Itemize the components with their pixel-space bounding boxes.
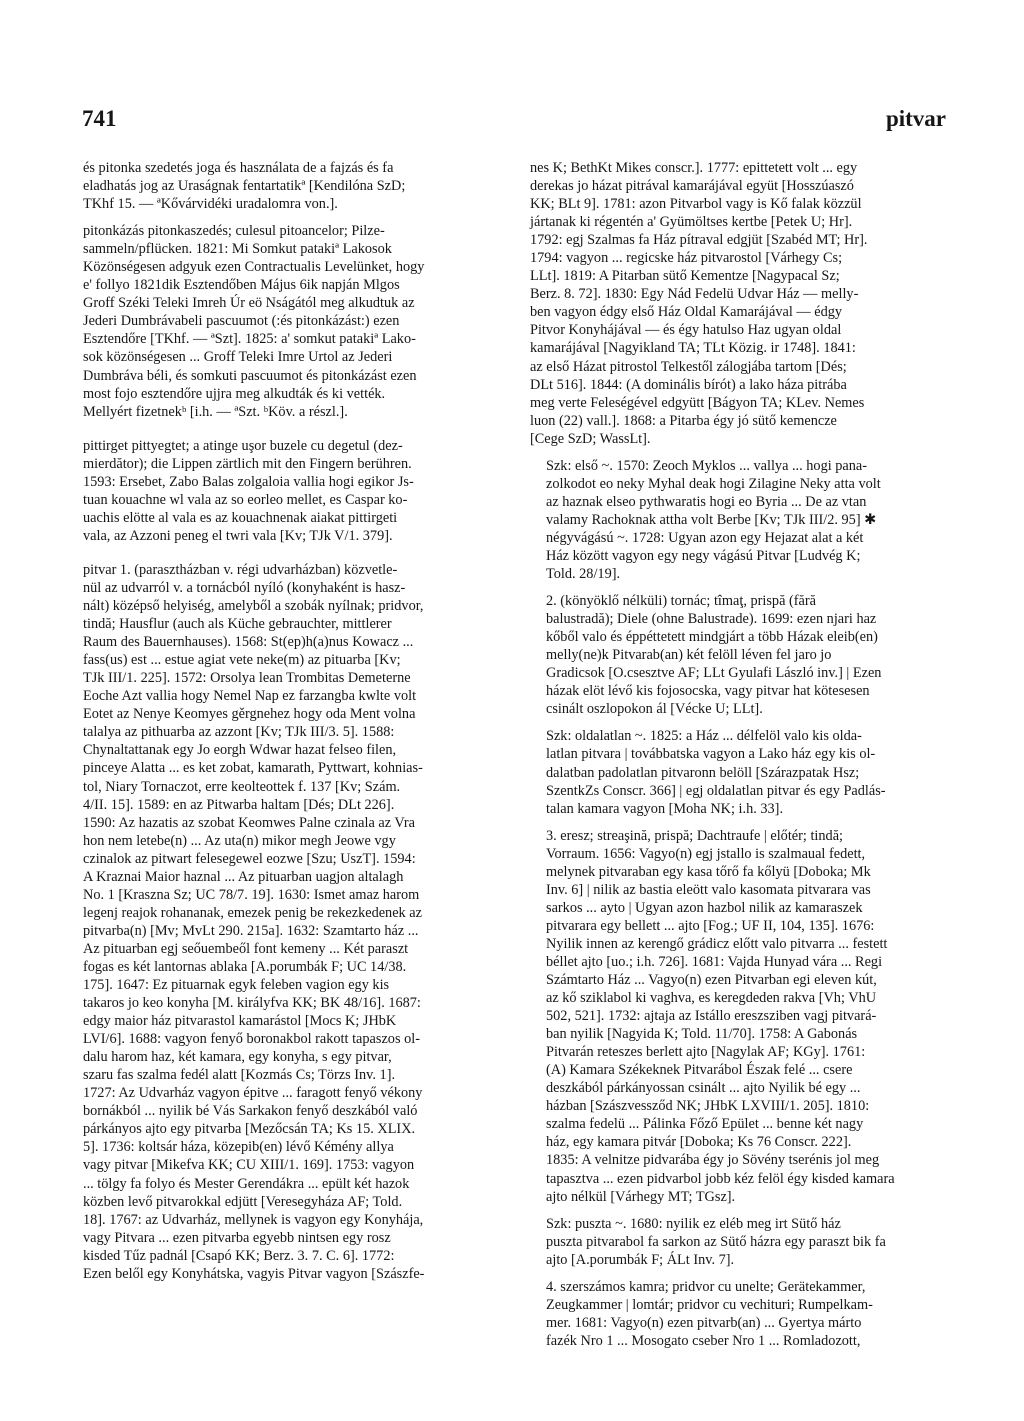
text-line: Raum des Bauernhauses). 1568: St(ep)h(a)nus Kowacz ... bbox=[83, 634, 414, 651]
entry-pitvar bbox=[83, 561, 493, 1283]
text-line: tindă; Hausflur (auch als Küche gebrauchter, mittlerer bbox=[83, 616, 392, 633]
text-line: pinceye Alatta ... es ket zobat, kamarath, Pyttwart, kohnias- bbox=[83, 760, 423, 777]
text-line: pitvarara egy bellett ... ajto [Fog.; UF II, 104, 135]. 1676: bbox=[546, 917, 875, 934]
text-line: 4/II. 15]. 1589: en az Pitwarba haltam [Dés; DLt 226]. bbox=[83, 796, 395, 813]
text-line: eladhatás jog az Uraságnak fentartatikª [Kendilóna SzD; bbox=[83, 178, 406, 195]
left-column bbox=[83, 159, 493, 1283]
text-line: Zeugkammer | lomtár; pridvor cu vechituri; Rumpelkam- bbox=[546, 1296, 873, 1313]
text-line: puszta pitvarabol fa sarkon az Sütő házra egy paraszt bik fa bbox=[546, 1233, 886, 1250]
text-line: Groff Széki Teleki Imreh Úr eö Nságától meg alkudtuk az bbox=[83, 295, 415, 312]
text-line: dalatban padolatlan pitvaronn belöll [Szárazpatak Hsz; bbox=[546, 764, 860, 781]
text-line: SzentkZs Conscr. 366] | egj oldalatlan pitvar és egy Padlás- bbox=[546, 782, 886, 799]
text-line: pitvarba(n) [Mv; MvLt 290. 215a]. 1632: Szamtarto ház ... bbox=[83, 922, 419, 939]
text-line: TKhf 15. — ªKővárvidéki uradalomra von.]. bbox=[83, 196, 338, 213]
subentry-oldalatlan bbox=[530, 727, 942, 817]
text-line: vala, az Azzoni peneg el twri vala [Kv; TJk V/1. 379]. bbox=[83, 527, 393, 544]
text-line: TJk III/1. 225]. 1572: Orsolya lean Trombitas Demeterne bbox=[83, 670, 411, 687]
text-line: 1835: A velnitze pidvarába égy jo Sövény tserénis jol meg bbox=[546, 1152, 880, 1169]
text-line: 1727: Az Udvarház vagyon épitve ... faragott fenyő vékony bbox=[83, 1085, 423, 1102]
text-line: Eoche Azt vallia hogy Nemel Nap ez farzangba kwlte volt bbox=[83, 688, 417, 705]
text-line: Szk: oldalatlan ~. 1825: a Ház ... délfelöl valo kis olda- bbox=[546, 728, 862, 745]
text-line: Szk: első ~. 1570: Zeoch Myklos ... vallya ... hogi pana- bbox=[546, 457, 868, 474]
text-line: kőből valo és éppéttetett mindgjárt a több Házak eleib(en) bbox=[546, 629, 878, 646]
text-line: sok közönségesen ... Groff Teleki Imre Urtol az Jederi bbox=[83, 349, 393, 366]
text-line: fazék Nro 1 ... Mosogato cseber Nro 1 ... Romladozott, bbox=[546, 1332, 861, 1349]
text-line: pitvar 1. (parasztházban v. régi udvarházban) közvetle- bbox=[83, 561, 398, 578]
text-line: Berz. 8. 72]. 1830: Egy Nád Fedelü Udvar Ház — melly- bbox=[530, 286, 859, 303]
text-line: KK; BLt 9]. 1781: azon Pitvarbol vagy is Kő falak közzül bbox=[530, 196, 862, 213]
text-line: párkányos ajto egy pitvarba [Mezőcsán TA; Ks 15. XLIX. bbox=[83, 1121, 416, 1138]
text-line: talalya az pithuarba az azzont [Kv; TJk III/3. 5]. 1588: bbox=[83, 724, 395, 741]
text-line: pitonkázás pitonkaszedés; culesul pitoancelor; Pilze- bbox=[83, 223, 385, 240]
text-line: hon nem letebe(n) ... Az uta(n) mikor megh Jeowe vgy bbox=[83, 832, 396, 849]
text-line: Chynaltattanak egy Jo eorgh Wdwar hazat felseo filen, bbox=[83, 742, 397, 759]
text-line: nül az udvarról v. a tornácból nyíló (konyhaként is hasz- bbox=[83, 579, 406, 596]
text-line: Nyilik innen az kerengő grádicz előtt valo pitvarra ... festett bbox=[546, 935, 888, 952]
entry-pittirget bbox=[83, 437, 493, 545]
text-line: czinalok az pitwart felesegewel eozwe [Szu; UszT]. 1594: bbox=[83, 850, 416, 867]
running-head: pitvar bbox=[885, 106, 946, 131]
text-line: bornákból ... nyilik bé Vás Sarkakon fenyő deszkából való bbox=[83, 1103, 418, 1120]
entry-continuation bbox=[83, 159, 493, 213]
text-line: ajto [A.porumbák F; ÁLt Inv. 7]. bbox=[546, 1251, 735, 1268]
text-line: az első Házat pitrostol Telkestől zálogjába tartom [Dés; bbox=[530, 358, 847, 375]
text-line: jártanak ki régentén a' Gyümöltses kertbe [Petek U; Hr]. bbox=[530, 214, 853, 231]
page-header bbox=[82, 106, 946, 136]
text-line: melly(ne)k Pitvarab(an) két felöll léven fel jaro jo bbox=[546, 647, 832, 664]
text-line: meg verte Feleségével edgyütt [Bágyon TA; KLev. Nemes bbox=[530, 394, 865, 411]
text-line: Mellyért fizetnekᵇ [i.h. — ªSzt. ᵇKöv. a részl.]. bbox=[83, 403, 348, 420]
text-line: [Cege SzD; WassLt]. bbox=[530, 430, 651, 447]
text-line: 18]. 1767: az Udvarház, mellynek is vagyon egy Konyhája, bbox=[83, 1211, 424, 1228]
text-line: 2. (könyöklő nélküli) tornác; tîmaţ, prispă (fără bbox=[546, 593, 816, 610]
text-line: négyvágású ~. 1728: Ugyan azon egy Hejazat alat a két bbox=[546, 529, 864, 546]
text-line: 1593: Ersebet, Zabo Balas zolgaloia vallia hogi egikor Js- bbox=[83, 473, 414, 490]
text-line: tuan kouachne wl vala az so eorleo mellet, es Caspar ko- bbox=[83, 491, 408, 508]
text-line: edgy maior ház pitvarastol kamarástol [Mocs K; JHbK bbox=[83, 1013, 397, 1030]
text-line: közben levő pitvarokkal edjütt [Veresegyháza AF; Told. bbox=[83, 1193, 403, 1210]
text-line: házak elöt lévő kis fojosocska, vagy pitvar hat kötesesen bbox=[546, 683, 870, 700]
text-line: Inv. 6] | nilik az bastia eleött valo kasomata pitvarara vas bbox=[546, 881, 871, 898]
text-line: csinált oszlopokon ál [Vécke U; LLt]. bbox=[546, 701, 763, 718]
text-line: 3. eresz; streaşină, prispă; Dachtraufe | előtér; tindă; bbox=[546, 827, 844, 844]
text-line: Told. 28/19]. bbox=[546, 566, 621, 583]
text-line: Gradicsok [O.csesztve AF; LLt Gyulafi László inv.] | Ezen bbox=[546, 665, 882, 682]
sense-3 bbox=[530, 827, 942, 1206]
text-line: derekas jo házat pitrával kamarájával együt [Hosszúaszó bbox=[530, 178, 854, 195]
text-line: fogas es két lantornas ablaka [A.porumbák F; UC 14/38. bbox=[83, 958, 407, 975]
text-line: ben vagyon édgy első Ház Oldal Kamarájával — édgy bbox=[530, 304, 843, 321]
text-line: dalu harom haz, két kamara, egy konyha, s egy pitvar, bbox=[83, 1049, 392, 1066]
text-line: Ház között vagyon egy negy vágású Pitvar [Ludvég K; bbox=[546, 547, 861, 564]
text-line: luon (22) vall.]. 1868: a Pitarba égy jó sütő kemencze bbox=[530, 412, 837, 429]
text-line: Ezen belől egy Konyhátska, vagyis Pitvar vagyon [Szászfe- bbox=[83, 1265, 425, 1282]
text-line: Az pituarban egj seőuembeől font kemeny ... Két paraszt bbox=[83, 940, 409, 957]
text-line: nes K; BethKt Mikes conscr.]. 1777: epittetett volt ... egy bbox=[530, 160, 858, 176]
text-line: No. 1 [Kraszna Sz; UC 78/7. 19]. 1630: Ismet amaz harom bbox=[83, 886, 420, 903]
page-number: 741 bbox=[82, 106, 117, 131]
text-line: szaru fas szalma fedél alatt [Kozmás Cs; Törzs Inv. 1]. bbox=[83, 1067, 396, 1084]
text-line: Jederi Dumbrávabeli pascuumot (:és pitonkázást:) ezen bbox=[83, 313, 400, 330]
text-line: takaros jo keo konyha [M. királyfva KK; BK 48/16]. 1687: bbox=[83, 995, 421, 1012]
text-line: szalma fedelü ... Pálinka Főző Epület ... benne két nagy bbox=[546, 1116, 864, 1133]
sense-4 bbox=[530, 1278, 942, 1350]
text-line: balustradă); Diele (ohne Balustrade). 1699: ezen njari haz bbox=[546, 611, 877, 628]
text-line: LLt]. 1819: A Pitarban sütő Kementze [Nagypacal Sz; bbox=[530, 268, 840, 285]
text-line: ban nyilik [Nagyida K; Told. 11/70]. 1758: A Gabonás bbox=[546, 1026, 858, 1043]
text-line: Számtarto Ház ... Vagyo(n) ezen Pitvarban egi eleven kút, bbox=[546, 972, 877, 989]
text-line: Eotet az Nenye Keomyes gěrgnehez hogy oda Ment volna bbox=[83, 706, 416, 723]
text-line: kisded Tűz padnál [Csapó KK; Berz. 3. 7. C. 6]. 1772: bbox=[83, 1247, 395, 1264]
entry-pitonkazas bbox=[83, 222, 493, 421]
text-line: most fojo esztendőre ujjra meg alkudták és ki vették. bbox=[83, 385, 386, 402]
text-line: Pitvarán reteszes berlett ajto [Nagylak AF; KGy]. 1761: bbox=[546, 1044, 866, 1061]
text-line: Vorraum. 1656: Vagyo(n) egj jstallo is szalmaual fedett, bbox=[546, 845, 866, 862]
text-line: latlan pitvara | továbbatska vagyon a Lako ház egy kis ol- bbox=[546, 746, 876, 763]
text-line: Dumbráva béli, és somkuti pascuumot és pitonkázást ezen bbox=[83, 367, 417, 384]
text-line: legenj reajok rohananak, emezek penig be rekezkedenek az bbox=[83, 904, 422, 921]
text-line: házban [Szászvessződ NK; JHbK LXVIII/1. 205]. 1810: bbox=[546, 1098, 870, 1115]
text-line: LVI/6]. 1688: vagyon fenyő boronakbol rakott tapaszos ol- bbox=[83, 1031, 420, 1048]
text-line: sarkos ... ayto | Ugyan azon hazbol nilik az kamaraszek bbox=[546, 899, 863, 916]
text-line: fass(us) est ... estue agiat vete neke(m) az pituarba [Kv; bbox=[83, 652, 401, 669]
text-line: az kő sziklabol ki vaghva, es keregdeden rakva [Vh; VhU bbox=[546, 990, 877, 1007]
text-line: Pitvor Konyhájával — és égy hatulso Haz ugyan oldal bbox=[530, 322, 842, 339]
text-line: az haznak elseo pythwaratis hogi eo Byria ... De az vtan bbox=[546, 493, 867, 510]
text-line: vagy Pitvara ... ezen pitvarba egyebb nintsen egy rosz bbox=[83, 1229, 391, 1246]
text-line: 175]. 1647: Ez pituarnak egyk feleben vagion egy kis bbox=[83, 977, 390, 994]
text-line: e' follyo 1821dik Esztendőben Május 6ik napján Mlgos bbox=[83, 277, 400, 294]
text-line: A Kraznai Maior haznal ... Az pituarban uagjon altalagh bbox=[83, 868, 404, 885]
text-line: Szk: puszta ~. 1680: nyilik ez eléb meg irt Sütő ház bbox=[546, 1215, 841, 1232]
text-line: 1792: egj Szalmas fa Ház pítraval edgjüt [Szabéd MT; Hr]. bbox=[530, 232, 868, 249]
text-line: tol, Niary Tornaczot, erre keolteottek f. 137 [Kv; Szám. bbox=[83, 778, 401, 795]
text-line: ... tölgy fa folyo és Mester Gerendákra ... epült két hazok bbox=[83, 1175, 410, 1192]
text-line: ajto nélkül [Várhegy MT; TGsz]. bbox=[546, 1188, 736, 1205]
text-line: 5]. 1736: koltsár háza, közepib(en) lévő Kémény allya bbox=[83, 1139, 394, 1156]
text-line: 1590: Az hazatis az szobat Keomwes Palne czinala az Vra bbox=[83, 814, 415, 831]
text-line: sammeln/pflücken. 1821: Mi Somkut patakiª Lakosok bbox=[83, 241, 392, 258]
text-line: talan kamara vagyon [Moha NK; i.h. 33]. bbox=[546, 800, 784, 817]
text-line: ház, egy kamara pitvár [Doboka; Ks 76 Conscr. 222]. bbox=[546, 1134, 852, 1151]
text-line: 502, 521]. 1732: ajtaja az Istállo ereszsziben vagj pitvará- bbox=[546, 1008, 877, 1025]
text-line: kamarájával [Nagyikland TA; TLt Közig. ir 1748]. 1841: bbox=[530, 340, 856, 357]
text-line: 1794: vagyon ... regicske ház pitvarostol [Várhegy Cs; bbox=[530, 250, 843, 267]
text-line: nált) középső helyiség, amelyből a szobák nyílnak; pridvor, bbox=[83, 598, 424, 615]
text-line: zolkodot eo neky Myhal deak hogi Zilagine Neky atta volt bbox=[546, 475, 881, 492]
entry-continuation bbox=[530, 159, 942, 448]
subentry-puszta bbox=[530, 1215, 942, 1269]
text-line: Közönségesen adgyuk ezen Contractualis Levelünket, hogy bbox=[83, 259, 425, 276]
right-column bbox=[530, 159, 942, 1350]
sense-2 bbox=[530, 592, 942, 718]
text-line: Esztendőre [TKhf. — ªSzt]. 1825: a' somkut patakiª Lako- bbox=[83, 331, 416, 348]
text-line: és pitonka szedetés joga és használata de a fajzás és fa bbox=[83, 160, 394, 176]
text-line: (A) Kamara Székeknek Pitvarábol Észak felé ... csere bbox=[546, 1062, 853, 1079]
text-line: uachis elötte al vala es az kouachnenak aiakat pittirgeti bbox=[83, 509, 398, 526]
text-line: mierdător); die Lippen zärtlich mit den Fingern berühren. bbox=[83, 455, 412, 472]
text-line: deszkából párkányossan csinált ... ajto Nyilik bé egy ... bbox=[546, 1080, 861, 1097]
subentry-elso bbox=[530, 457, 942, 583]
text-line: melynek pitvaraban egy kasa tőrő fa kőlyü [Doboka; Mk bbox=[546, 863, 871, 880]
text-line: valamy Rachoknak attha volt Berbe [Kv; TJk III/2. 95] ✱ bbox=[546, 511, 877, 528]
text-line: DLt 516]. 1844: (A dominális bírót) a lako háza pitrába bbox=[530, 376, 847, 393]
text-line: pittirget pittyegtet; a atinge uşor buzele cu degetul (dez- bbox=[83, 437, 403, 454]
text-line: tapasztva ... ezen pidvarbol jobb kéz felöl égy kisded kamara bbox=[546, 1170, 895, 1187]
text-line: 4. szerszámos kamra; pridvor cu unelte; Gerätekammer, bbox=[546, 1278, 866, 1295]
text-line: béllet ajto [uo.; i.h. 726]. 1681: Vajda Hunyad vára ... Regi bbox=[546, 953, 883, 970]
text-line: vagy pitvar [Mikefva KK; CU XIII/1. 169]. 1753: vagyon bbox=[83, 1157, 415, 1174]
text-line: mer. 1681: Vagyo(n) ezen pitvarb(an) ... Gyertya márto bbox=[546, 1314, 862, 1331]
